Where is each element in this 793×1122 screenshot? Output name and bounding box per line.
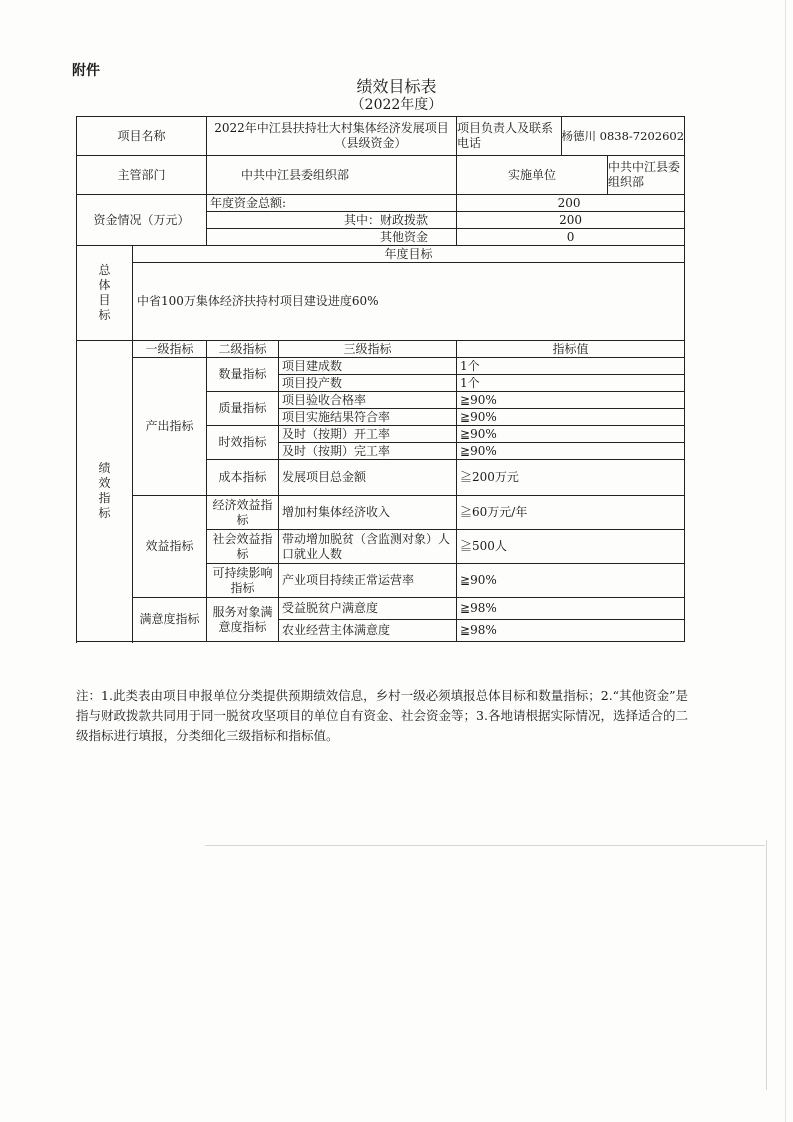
level3-name: 及时（按期）完工率	[279, 443, 457, 460]
level3-name: 项目实施结果符合率	[279, 409, 457, 426]
level3-name: 增加村集体经济收入	[279, 496, 457, 530]
level3-name: 农业经营主体满意度	[279, 620, 457, 642]
indicator-value: ≧90%	[457, 409, 685, 426]
indicator-value: ≧90%	[457, 564, 685, 598]
level2-header: 二级指标	[207, 341, 279, 358]
table-row	[77, 598, 685, 620]
funds-total-row	[77, 195, 685, 212]
satisfaction-label: 满意度指标	[133, 598, 207, 642]
goal-header-row	[77, 246, 685, 263]
economic-label: 经济效益指标	[207, 496, 279, 530]
indicator-value: 1个	[457, 375, 685, 392]
level3-name: 及时（按期）开工率	[279, 426, 457, 443]
funds-total-label: 年度资金总额:	[207, 195, 457, 212]
funds-fiscal-label: 其中：财政拨款	[207, 212, 457, 229]
cost-label: 成本指标	[207, 460, 279, 496]
performance-table	[76, 116, 685, 642]
indicator-value: ≧90%	[457, 443, 685, 460]
indicators-side-char: 标	[98, 506, 111, 520]
indicator-value: ≧90%	[457, 426, 685, 443]
project-name-text: 2022年中江县扶持壮大村集体经济发展项目（县级资金）	[214, 121, 449, 150]
goal-side-char: 目	[98, 293, 111, 307]
contact-label: 项目负责人及联系电话	[457, 117, 561, 155]
scan-artifact-line	[766, 840, 767, 1090]
benefit-label: 效益指标	[133, 496, 207, 598]
indicators-header-row	[77, 341, 685, 358]
funds-total-value: 200	[457, 195, 685, 212]
goal-header: 年度目标	[133, 246, 685, 263]
implementer-cell	[457, 156, 685, 195]
notes: 注：1.此类表由项目申报单位分类提供预期绩效信息，乡村一级必须填报总体目标和数量指标；2.“其他资金”是指与财政拨款共同用于同一脱贫攻坚项目的单位自有资金、社会资金等；3.各地请根据实际情况，选择适合的二级指标进行填报，分类细化三级指标和指标值。	[76, 688, 688, 743]
scan-artifact-line	[785, 0, 786, 1122]
contact-value: 杨德川 0838-7202602	[561, 128, 685, 143]
indicator-value: ≧60万元/年	[457, 496, 685, 530]
indicator-value: 1个	[457, 358, 685, 375]
level3-name: 产业项目持续正常运营率	[279, 564, 457, 598]
indicators-side-label	[77, 341, 133, 642]
level3-name: 带动增加脱贫（含监测对象）人口就业人数	[279, 530, 457, 564]
goal-text-row	[77, 263, 685, 341]
level3-name: 项目验收合格率	[279, 392, 457, 409]
funds-other-label: 其他资金	[207, 229, 457, 246]
page-subtitle: （2022年度）	[350, 97, 443, 113]
output-label: 产出指标	[133, 358, 207, 496]
funds-label: 资金情况（万元）	[77, 195, 207, 246]
sustain-label: 可持续影响指标	[207, 564, 279, 598]
level3-name: 受益脱贫户满意度	[279, 598, 457, 620]
department-value	[207, 156, 457, 195]
project-name-label: 项目名称	[77, 117, 207, 156]
social-label: 社会效益指标	[207, 530, 279, 564]
value-header: 指标值	[457, 341, 685, 358]
department-text: 中共中江县委组织部	[241, 167, 350, 182]
timeliness-label: 时效指标	[207, 426, 279, 460]
level3-header: 三级指标	[279, 341, 457, 358]
quantity-label: 数量指标	[207, 358, 279, 392]
indicators-side-char: 绩	[98, 461, 111, 475]
service-label: 服务对象满意度指标	[207, 598, 279, 642]
funds-fiscal-value: 200	[457, 212, 685, 229]
department-row	[77, 156, 685, 195]
goal-side-char: 标	[98, 308, 111, 322]
level3-name: 项目建成数	[279, 358, 457, 375]
implementer-value: 中共中江县委组织部	[608, 160, 681, 189]
department-label: 主管部门	[77, 156, 207, 195]
quality-label: 质量指标	[207, 392, 279, 426]
level1-header: 一级指标	[133, 341, 207, 358]
project-name-value	[207, 117, 457, 156]
table-row	[77, 358, 685, 375]
indicator-value: ≧500人	[457, 530, 685, 564]
goal-side-char: 总	[98, 263, 111, 277]
page-title: 绩效目标表	[356, 77, 437, 96]
indicator-value: ≧200万元	[457, 460, 685, 496]
table-row	[77, 496, 685, 530]
indicators-side-char: 效	[98, 476, 111, 490]
indicator-value: ≧98%	[457, 598, 685, 620]
goal-side-label	[77, 246, 133, 341]
indicator-value: ≧98%	[457, 620, 685, 642]
project-name-row	[77, 117, 685, 156]
goal-side-char: 体	[98, 278, 111, 292]
goal-text: 中省100万集体经济扶持村项目建设进度60%	[133, 263, 685, 341]
funds-other-value: 0	[457, 229, 685, 246]
contact-cell	[457, 117, 685, 156]
level3-name: 发展项目总金额	[279, 460, 457, 496]
implementer-label: 实施单位	[457, 156, 608, 194]
attachment-label: 附件	[72, 63, 100, 79]
indicators-side-char: 指	[98, 491, 111, 505]
level3-name: 项目投产数	[279, 375, 457, 392]
scan-artifact-line	[205, 845, 765, 846]
indicator-value: ≧90%	[457, 392, 685, 409]
